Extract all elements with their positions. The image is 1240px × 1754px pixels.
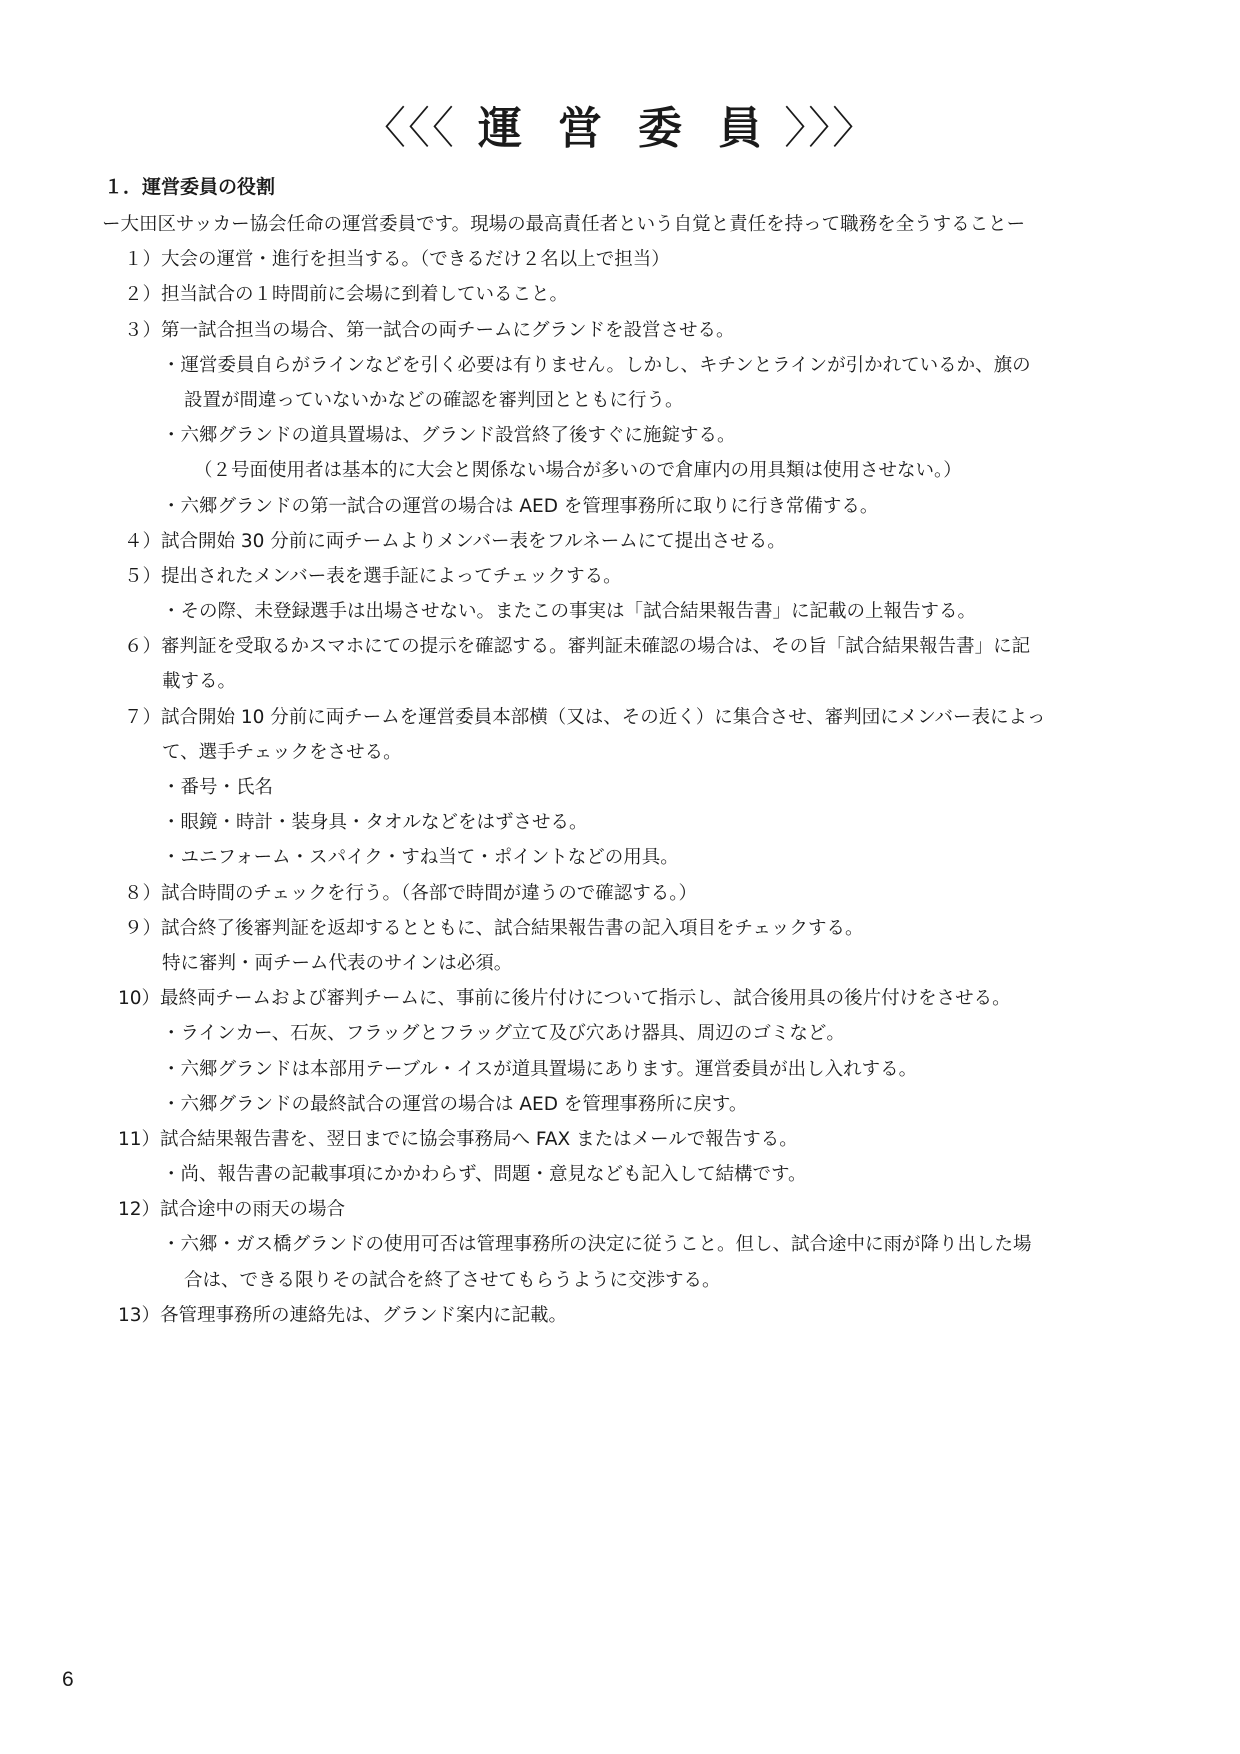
sub-bullet: ・六郷グランドの最終試合の運営の場合は AED を管理事務所に戻す。: [162, 1093, 748, 1115]
page-title: [0, 92, 1240, 156]
list-item-2: ２）担当試合の１時間前に会場に到着していること。: [124, 284, 569, 306]
intro-line: ー大田区サッカー協会任命の運営委員です。現場の最高責任者という自覚と責任を持って職務を全うすることー: [102, 214, 1026, 235]
sub-bullet: ・六郷グランドは本部用テーブル・イスが道具置場にあります。運営委員が出し入れする。: [162, 1058, 918, 1080]
section-heading: １．運営委員の役割: [104, 176, 276, 198]
list-item-continuation: 特に審判・両チーム代表のサインは必須。: [162, 952, 513, 974]
page-number: 6: [62, 1668, 74, 1691]
list-item-11: 11）試合結果報告書を、翌日までに協会事務局へ FAX またはメールで報告する。: [118, 1128, 798, 1150]
sub-bullet: ・運営委員自らがラインなどを引く必要は有りません。しかし、キチンとラインが引かれているか、旗の: [162, 354, 1031, 376]
sub-bullet: ・ユニフォーム・スパイク・すね当て・ポイントなどの用具。: [162, 847, 679, 869]
sub-bullet: ・尚、報告書の記載事項にかかわらず、問題・意見なども記入して結構です。: [162, 1164, 807, 1186]
list-item-8: ８）試合時間のチェックを行う。（各部で時間が違うので確認する。）: [124, 882, 697, 904]
sub-bullet-continuation: 設置が間違っていないかなどの確認を審判団とともに行う。: [184, 389, 684, 411]
sub-bullet-continuation: 合は、できる限りその試合を終了させてもらうように交渉する。: [184, 1269, 721, 1291]
sub-bullet: ・番号・氏名: [162, 777, 274, 798]
sub-bullet: ・ラインカー、石灰、フラッグとフラッグ立て及び穴あけ器具、周辺のゴミなど。: [162, 1023, 845, 1045]
list-item-12: 12）試合途中の雨天の場合: [118, 1199, 346, 1221]
list-item-4: ４）試合開始 30 分前に両チームよりメンバー表をフルネームにて提出させる。: [124, 530, 786, 552]
list-item-10: 10）最終両チームおよび審判チームに、事前に後片付けについて指示し、試合後用具の後片付けをさせる。: [118, 988, 1011, 1010]
title-text: 運営委員: [478, 103, 798, 154]
sub-bullet: ・六郷・ガス橋グランドの使用可否は管理事務所の決定に従うこと。但し、試合途中に雨が降り出した場: [162, 1234, 1032, 1256]
sub-bullet: ・六郷グランドの第一試合の運営の場合は AED を管理事務所に取りに行き常備する。: [162, 495, 879, 517]
list-item-7: ７）試合開始 10 分前に両チームを運営委員本部横（又は、その近く）に集合させ、審判団にメンバー表によっ: [124, 706, 1046, 728]
sub-bullet: ・眼鏡・時計・装身具・タオルなどをはずさせる。: [162, 812, 588, 834]
list-item-1: １）大会の運営・進行を担当する。（できるだけ２名以上で担当）: [124, 249, 670, 271]
list-item-5: ５）提出されたメンバー表を選手証によってチェックする。: [124, 565, 622, 587]
list-item-3: ３）第一試合担当の場合、第一試合の両チームにグランドを設営させる。: [124, 319, 735, 341]
sub-bullet-note: （２号面使用者は基本的に大会と関係ない場合が多いので倉庫内の用具類は使用させない。）: [194, 460, 962, 482]
list-item-9: ９）試合終了後審判証を返却するとともに、試合結果報告書の記入項目をチェックする。: [124, 917, 864, 939]
sub-bullet: ・その際、未登録選手は出場させない。またこの事実は「試合結果報告書」に記載の上報告する。: [162, 601, 977, 623]
sub-bullet: ・六郷グランドの道具置場は、グランド設営終了後すぐに施錠する。: [162, 425, 736, 447]
list-item-6: ６）審判証を受取るかスマホにての提示を確認する。審判証未確認の場合は、その旨「試合結果報告書」に記: [124, 636, 1031, 658]
title-right-brackets: 〉〉〉: [784, 103, 878, 154]
title-left-brackets: 〈〈〈: [362, 103, 456, 154]
list-item-continuation: て、選手チェックをさせる。: [162, 741, 402, 763]
list-item-continuation: 載する。: [162, 671, 237, 693]
list-item-13: 13）各管理事務所の連絡先は、グランド案内に記載。: [118, 1304, 568, 1326]
document-body: [96, 207, 1156, 1333]
